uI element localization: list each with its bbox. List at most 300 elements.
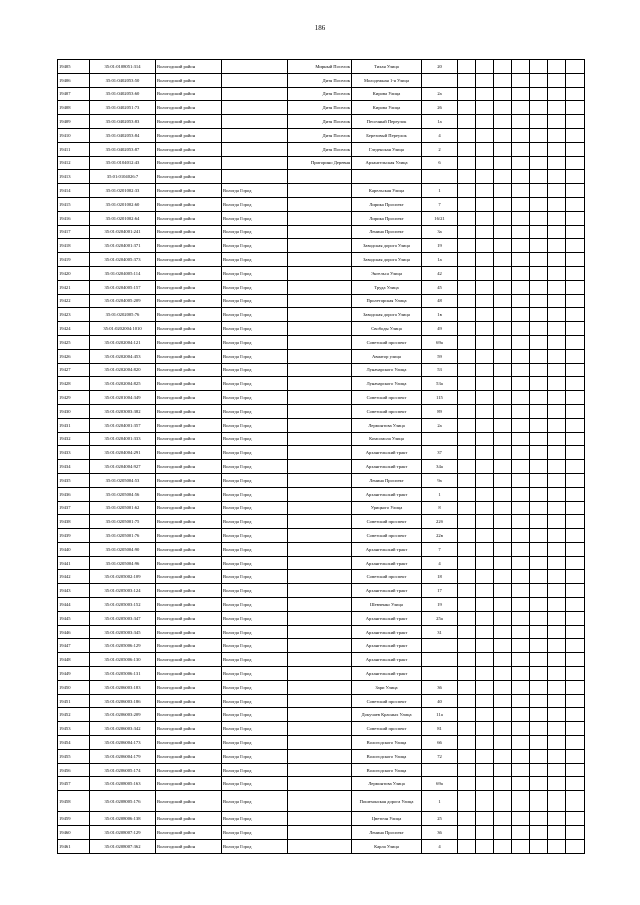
settlement-cell bbox=[288, 570, 352, 584]
building-number-cell: 25 bbox=[422, 812, 458, 826]
empty-cell bbox=[458, 473, 476, 487]
empty-cell bbox=[548, 391, 566, 405]
empty-cell bbox=[458, 280, 476, 294]
city-cell: Вологда Город bbox=[222, 625, 288, 639]
empty-cell bbox=[566, 501, 585, 515]
district-cell: Вологодский район bbox=[156, 211, 222, 225]
empty-cell bbox=[566, 763, 585, 777]
empty-cell bbox=[458, 777, 476, 791]
district-cell: Вологодский район bbox=[156, 749, 222, 763]
empty-cell bbox=[566, 749, 585, 763]
building-number-cell: 25а bbox=[422, 611, 458, 625]
record-number-cell: 19426 bbox=[58, 349, 90, 363]
settlement-cell: Дитя Поселок bbox=[288, 87, 352, 101]
street-cell: Заводская дорога Улица bbox=[352, 239, 422, 253]
settlement-cell: Дитя Поселок bbox=[288, 73, 352, 87]
record-number-cell: 19413 bbox=[58, 170, 90, 184]
record-number-cell: 19457 bbox=[58, 777, 90, 791]
building-number-cell bbox=[422, 653, 458, 667]
city-cell: Вологда Город bbox=[222, 694, 288, 708]
empty-cell bbox=[548, 73, 566, 87]
table-row bbox=[58, 556, 585, 570]
district-cell: Вологодский район bbox=[156, 639, 222, 653]
settlement-cell bbox=[288, 197, 352, 211]
empty-cell bbox=[566, 432, 585, 446]
settlement-cell bbox=[288, 377, 352, 391]
street-cell: Ленина Проспект bbox=[352, 225, 422, 239]
empty-cell bbox=[458, 60, 476, 74]
empty-cell bbox=[476, 826, 494, 840]
building-number-cell: 1а bbox=[422, 115, 458, 129]
empty-cell bbox=[530, 266, 548, 280]
building-number-cell: 72 bbox=[422, 749, 458, 763]
empty-cell bbox=[566, 294, 585, 308]
empty-cell bbox=[548, 128, 566, 142]
empty-cell bbox=[458, 515, 476, 529]
table-row bbox=[58, 722, 585, 736]
street-cell: Энгельса Улица bbox=[352, 266, 422, 280]
street-cell: Вологодского Улица bbox=[352, 736, 422, 750]
empty-cell bbox=[494, 322, 512, 336]
empty-cell bbox=[530, 87, 548, 101]
cadastral-number-cell: 35:01:0205003:152 bbox=[90, 598, 156, 612]
empty-cell bbox=[530, 570, 548, 584]
city-cell: Вологда Город bbox=[222, 653, 288, 667]
empty-cell bbox=[548, 584, 566, 598]
table-row bbox=[58, 87, 585, 101]
settlement-cell bbox=[288, 736, 352, 750]
empty-cell bbox=[512, 625, 530, 639]
empty-cell bbox=[494, 777, 512, 791]
empty-cell bbox=[566, 197, 585, 211]
empty-cell bbox=[512, 446, 530, 460]
empty-cell bbox=[494, 473, 512, 487]
district-cell: Вологодский район bbox=[156, 812, 222, 826]
empty-cell bbox=[476, 377, 494, 391]
cadastral-number-cell: 35:01:0205001:76 bbox=[90, 529, 156, 543]
empty-cell bbox=[494, 142, 512, 156]
empty-cell bbox=[494, 280, 512, 294]
cadastral-number-cell: 35:01:0208005:176 bbox=[90, 791, 156, 812]
empty-cell bbox=[530, 722, 548, 736]
empty-cell bbox=[476, 515, 494, 529]
street-cell: Ленина Проспект bbox=[352, 473, 422, 487]
district-cell: Вологодский район bbox=[156, 391, 222, 405]
empty-cell bbox=[494, 363, 512, 377]
empty-cell bbox=[494, 432, 512, 446]
cadastral-number-cell: 35:01:0204005:209 bbox=[90, 294, 156, 308]
empty-cell bbox=[566, 708, 585, 722]
empty-cell bbox=[566, 839, 585, 853]
empty-cell bbox=[566, 156, 585, 170]
empty-cell bbox=[476, 101, 494, 115]
cadastral-number-cell: 35:01:0402053:50 bbox=[90, 73, 156, 87]
district-cell: Вологодский район bbox=[156, 501, 222, 515]
empty-cell bbox=[476, 584, 494, 598]
empty-cell bbox=[530, 529, 548, 543]
empty-cell bbox=[566, 653, 585, 667]
table-row bbox=[58, 473, 585, 487]
settlement-cell bbox=[288, 335, 352, 349]
table-row bbox=[58, 101, 585, 115]
empty-cell bbox=[512, 294, 530, 308]
empty-cell bbox=[530, 391, 548, 405]
building-number-cell: 31 bbox=[422, 625, 458, 639]
empty-cell bbox=[530, 736, 548, 750]
street-cell: Архангельский тракт bbox=[352, 487, 422, 501]
empty-cell bbox=[548, 598, 566, 612]
empty-cell bbox=[494, 266, 512, 280]
empty-cell bbox=[548, 184, 566, 198]
street-cell: Кирова Улица bbox=[352, 101, 422, 115]
street-cell: Архангельский тракт bbox=[352, 653, 422, 667]
cadastral-number-cell: 35:01:0202004:453 bbox=[90, 349, 156, 363]
empty-cell bbox=[476, 60, 494, 74]
cadastral-number-cell: 35:01:0202004:820 bbox=[90, 363, 156, 377]
street-cell: Комсомола Улица bbox=[352, 432, 422, 446]
empty-cell bbox=[566, 184, 585, 198]
street-cell: Тихая Улица bbox=[352, 60, 422, 74]
empty-cell bbox=[512, 184, 530, 198]
city-cell: Вологда Город bbox=[222, 763, 288, 777]
settlement-cell bbox=[288, 708, 352, 722]
record-number-cell: 19458 bbox=[58, 791, 90, 812]
empty-cell bbox=[494, 722, 512, 736]
record-number-cell: 19443 bbox=[58, 584, 90, 598]
record-number-cell: 19446 bbox=[58, 625, 90, 639]
record-number-cell: 19434 bbox=[58, 460, 90, 474]
empty-cell bbox=[476, 639, 494, 653]
empty-cell bbox=[494, 308, 512, 322]
empty-cell bbox=[458, 639, 476, 653]
record-number-cell: 19412 bbox=[58, 156, 90, 170]
empty-cell bbox=[458, 391, 476, 405]
building-number-cell: 19 bbox=[422, 239, 458, 253]
city-cell: Вологда Город bbox=[222, 515, 288, 529]
district-cell: Вологодский район bbox=[156, 266, 222, 280]
street-cell: Советский проспект bbox=[352, 570, 422, 584]
empty-cell bbox=[458, 556, 476, 570]
empty-cell bbox=[548, 708, 566, 722]
building-number-cell bbox=[422, 763, 458, 777]
record-number-cell: 19408 bbox=[58, 101, 90, 115]
table-row bbox=[58, 598, 585, 612]
empty-cell bbox=[566, 377, 585, 391]
district-cell: Вологодский район bbox=[156, 349, 222, 363]
district-cell: Вологодский район bbox=[156, 87, 222, 101]
building-number-cell bbox=[422, 667, 458, 681]
empty-cell bbox=[494, 404, 512, 418]
settlement-cell bbox=[288, 812, 352, 826]
empty-cell bbox=[566, 826, 585, 840]
empty-cell bbox=[548, 253, 566, 267]
record-number-cell: 19460 bbox=[58, 826, 90, 840]
district-cell: Вологодский район bbox=[156, 611, 222, 625]
empty-cell bbox=[512, 542, 530, 556]
settlement-cell bbox=[288, 584, 352, 598]
empty-cell bbox=[548, 542, 566, 556]
empty-cell bbox=[494, 598, 512, 612]
city-cell: Вологда Город bbox=[222, 667, 288, 681]
page-number: 186 bbox=[314, 24, 326, 32]
empty-cell bbox=[548, 473, 566, 487]
empty-cell bbox=[548, 515, 566, 529]
empty-cell bbox=[548, 335, 566, 349]
empty-cell bbox=[566, 584, 585, 598]
empty-cell bbox=[512, 515, 530, 529]
empty-cell bbox=[530, 253, 548, 267]
cadastral-number-cell: 35:01:0204005:373 bbox=[90, 253, 156, 267]
empty-cell bbox=[512, 667, 530, 681]
empty-cell bbox=[530, 777, 548, 791]
empty-cell bbox=[494, 763, 512, 777]
district-cell: Вологодский район bbox=[156, 156, 222, 170]
empty-cell bbox=[566, 363, 585, 377]
table-row bbox=[58, 777, 585, 791]
street-cell: Советский проспект bbox=[352, 529, 422, 543]
record-number-cell: 19436 bbox=[58, 487, 90, 501]
district-cell: Вологодский район bbox=[156, 680, 222, 694]
settlement-cell bbox=[288, 170, 352, 184]
record-number-cell: 19432 bbox=[58, 432, 90, 446]
settlement-cell bbox=[288, 777, 352, 791]
settlement-cell bbox=[288, 501, 352, 515]
cadastral-number-cell: 35:01:0204001:371 bbox=[90, 239, 156, 253]
empty-cell bbox=[458, 460, 476, 474]
building-number-cell: 8 bbox=[422, 501, 458, 515]
cadastral-number-cell: 35:01:0205001:62 bbox=[90, 501, 156, 515]
city-cell bbox=[222, 142, 288, 156]
street-cell: Советский проспект bbox=[352, 404, 422, 418]
street-cell: Вологодского Улица bbox=[352, 749, 422, 763]
empty-cell bbox=[548, 556, 566, 570]
empty-cell bbox=[458, 115, 476, 129]
table-row bbox=[58, 377, 585, 391]
empty-cell bbox=[512, 253, 530, 267]
district-cell: Вологодский район bbox=[156, 377, 222, 391]
city-cell: Вологда Город bbox=[222, 722, 288, 736]
empty-cell bbox=[566, 335, 585, 349]
empty-cell bbox=[530, 225, 548, 239]
cadastral-number-cell: 35:01:0206005:174 bbox=[90, 763, 156, 777]
empty-cell bbox=[530, 280, 548, 294]
record-number-cell: 19433 bbox=[58, 446, 90, 460]
empty-cell bbox=[548, 791, 566, 812]
empty-cell bbox=[512, 694, 530, 708]
empty-cell bbox=[476, 501, 494, 515]
empty-cell bbox=[548, 812, 566, 826]
table-row bbox=[58, 653, 585, 667]
cadastral-number-cell: 35:01:0201002:64 bbox=[90, 211, 156, 225]
cadastral-number-cell: 35:01:0402053:84 bbox=[90, 128, 156, 142]
empty-cell bbox=[530, 322, 548, 336]
building-number-cell: 7 bbox=[422, 542, 458, 556]
empty-cell bbox=[548, 736, 566, 750]
empty-cell bbox=[566, 736, 585, 750]
building-number-cell: 2 bbox=[422, 142, 458, 156]
empty-cell bbox=[548, 170, 566, 184]
city-cell: Вологда Город bbox=[222, 377, 288, 391]
empty-cell bbox=[530, 197, 548, 211]
empty-cell bbox=[476, 142, 494, 156]
table-row bbox=[58, 625, 585, 639]
empty-cell bbox=[512, 391, 530, 405]
empty-cell bbox=[494, 60, 512, 74]
street-cell: Луначарского Улица bbox=[352, 363, 422, 377]
empty-cell bbox=[458, 294, 476, 308]
empty-cell bbox=[512, 349, 530, 363]
empty-cell bbox=[512, 128, 530, 142]
empty-cell bbox=[494, 197, 512, 211]
empty-cell bbox=[494, 584, 512, 598]
table-row bbox=[58, 335, 585, 349]
city-cell: Вологда Город bbox=[222, 749, 288, 763]
record-number-cell: 19459 bbox=[58, 812, 90, 826]
building-number-cell: 20 bbox=[422, 60, 458, 74]
empty-cell bbox=[476, 211, 494, 225]
table-row bbox=[58, 446, 585, 460]
settlement-cell: Дитя Поселок bbox=[288, 142, 352, 156]
empty-cell bbox=[458, 239, 476, 253]
table-row bbox=[58, 791, 585, 812]
empty-cell bbox=[530, 170, 548, 184]
record-number-cell: 19414 bbox=[58, 184, 90, 198]
street-cell: Заводская дорога Улица bbox=[352, 253, 422, 267]
empty-cell bbox=[530, 418, 548, 432]
street-cell: Советский проспект bbox=[352, 515, 422, 529]
record-number-cell: 19406 bbox=[58, 73, 90, 87]
table-row bbox=[58, 239, 585, 253]
empty-cell bbox=[494, 812, 512, 826]
street-cell: Советский проспект bbox=[352, 391, 422, 405]
district-cell: Вологодский район bbox=[156, 115, 222, 129]
empty-cell bbox=[530, 542, 548, 556]
table-row bbox=[58, 570, 585, 584]
settlement-cell bbox=[288, 542, 352, 556]
table-row bbox=[58, 826, 585, 840]
city-cell bbox=[222, 101, 288, 115]
empty-cell bbox=[566, 791, 585, 812]
building-number-cell: 42 bbox=[422, 266, 458, 280]
table-row bbox=[58, 280, 585, 294]
table-row bbox=[58, 529, 585, 543]
empty-cell bbox=[530, 611, 548, 625]
empty-cell bbox=[476, 391, 494, 405]
record-number-cell: 19441 bbox=[58, 556, 90, 570]
settlement-cell bbox=[288, 460, 352, 474]
empty-cell bbox=[458, 812, 476, 826]
street-cell: Карла Улица bbox=[352, 839, 422, 853]
street-cell: Архангельский тракт bbox=[352, 446, 422, 460]
city-cell: Вологда Город bbox=[222, 294, 288, 308]
cadastral-number-cell: 35:01:0208007:362 bbox=[90, 839, 156, 853]
empty-cell bbox=[530, 60, 548, 74]
table-row bbox=[58, 667, 585, 681]
settlement-cell bbox=[288, 184, 352, 198]
street-cell bbox=[352, 170, 422, 184]
city-cell bbox=[222, 60, 288, 74]
empty-cell bbox=[566, 667, 585, 681]
cadastral-number-cell: 35:01:0206003:183 bbox=[90, 680, 156, 694]
empty-cell bbox=[512, 156, 530, 170]
cadastral-number-cell: 35:01:0204005:114 bbox=[90, 266, 156, 280]
settlement-cell bbox=[288, 446, 352, 460]
table-row bbox=[58, 349, 585, 363]
record-number-cell: 19455 bbox=[58, 749, 90, 763]
empty-cell bbox=[494, 529, 512, 543]
cadastral-number-cell: 35:01:0208006:138 bbox=[90, 812, 156, 826]
empty-cell bbox=[548, 611, 566, 625]
record-number-cell: 19409 bbox=[58, 115, 90, 129]
city-cell: Вологда Город bbox=[222, 404, 288, 418]
cadastral-number-cell: 35:01:0104012:43 bbox=[90, 156, 156, 170]
empty-cell bbox=[548, 839, 566, 853]
empty-cell bbox=[566, 391, 585, 405]
empty-cell bbox=[458, 763, 476, 777]
empty-cell bbox=[548, 460, 566, 474]
empty-cell bbox=[494, 791, 512, 812]
building-number-cell: 45 bbox=[422, 280, 458, 294]
empty-cell bbox=[494, 101, 512, 115]
cadastral-number-cell: 35:01:0205004:56 bbox=[90, 487, 156, 501]
city-cell: Вологда Город bbox=[222, 598, 288, 612]
empty-cell bbox=[494, 487, 512, 501]
street-cell: Архангельский тракт bbox=[352, 460, 422, 474]
district-cell: Вологодский район bbox=[156, 708, 222, 722]
street-cell: Авиатор улица bbox=[352, 349, 422, 363]
empty-cell bbox=[476, 556, 494, 570]
empty-cell bbox=[530, 487, 548, 501]
table-row bbox=[58, 211, 585, 225]
street-cell: Песочный Переулок bbox=[352, 115, 422, 129]
record-number-cell: 19423 bbox=[58, 308, 90, 322]
city-cell: Вологда Город bbox=[222, 487, 288, 501]
empty-cell bbox=[494, 694, 512, 708]
empty-cell bbox=[530, 142, 548, 156]
settlement-cell bbox=[288, 826, 352, 840]
street-cell: Архангельский тракт bbox=[352, 556, 422, 570]
empty-cell bbox=[476, 763, 494, 777]
district-cell: Вологодский район bbox=[156, 460, 222, 474]
record-number-cell: 19428 bbox=[58, 377, 90, 391]
city-cell bbox=[222, 115, 288, 129]
empty-cell bbox=[566, 225, 585, 239]
empty-cell bbox=[530, 791, 548, 812]
empty-cell bbox=[566, 211, 585, 225]
district-cell: Вологодский район bbox=[156, 225, 222, 239]
empty-cell bbox=[512, 501, 530, 515]
settlement-cell bbox=[288, 349, 352, 363]
empty-cell bbox=[566, 694, 585, 708]
empty-cell bbox=[494, 377, 512, 391]
empty-cell bbox=[548, 749, 566, 763]
settlement-cell bbox=[288, 722, 352, 736]
table-row bbox=[58, 128, 585, 142]
empty-cell bbox=[458, 749, 476, 763]
building-number-cell: 1 bbox=[422, 487, 458, 501]
cadastral-number-cell: 35:01:0208007:129 bbox=[90, 826, 156, 840]
building-number-cell: 18 bbox=[422, 570, 458, 584]
building-number-cell: 59 bbox=[422, 349, 458, 363]
city-cell: Вологда Город bbox=[222, 225, 288, 239]
empty-cell bbox=[494, 87, 512, 101]
settlement-cell bbox=[288, 598, 352, 612]
empty-cell bbox=[548, 529, 566, 543]
record-number-cell: 19431 bbox=[58, 418, 90, 432]
cadastral-number-cell: 35:01:0204004:927 bbox=[90, 460, 156, 474]
empty-cell bbox=[512, 763, 530, 777]
empty-cell bbox=[530, 294, 548, 308]
